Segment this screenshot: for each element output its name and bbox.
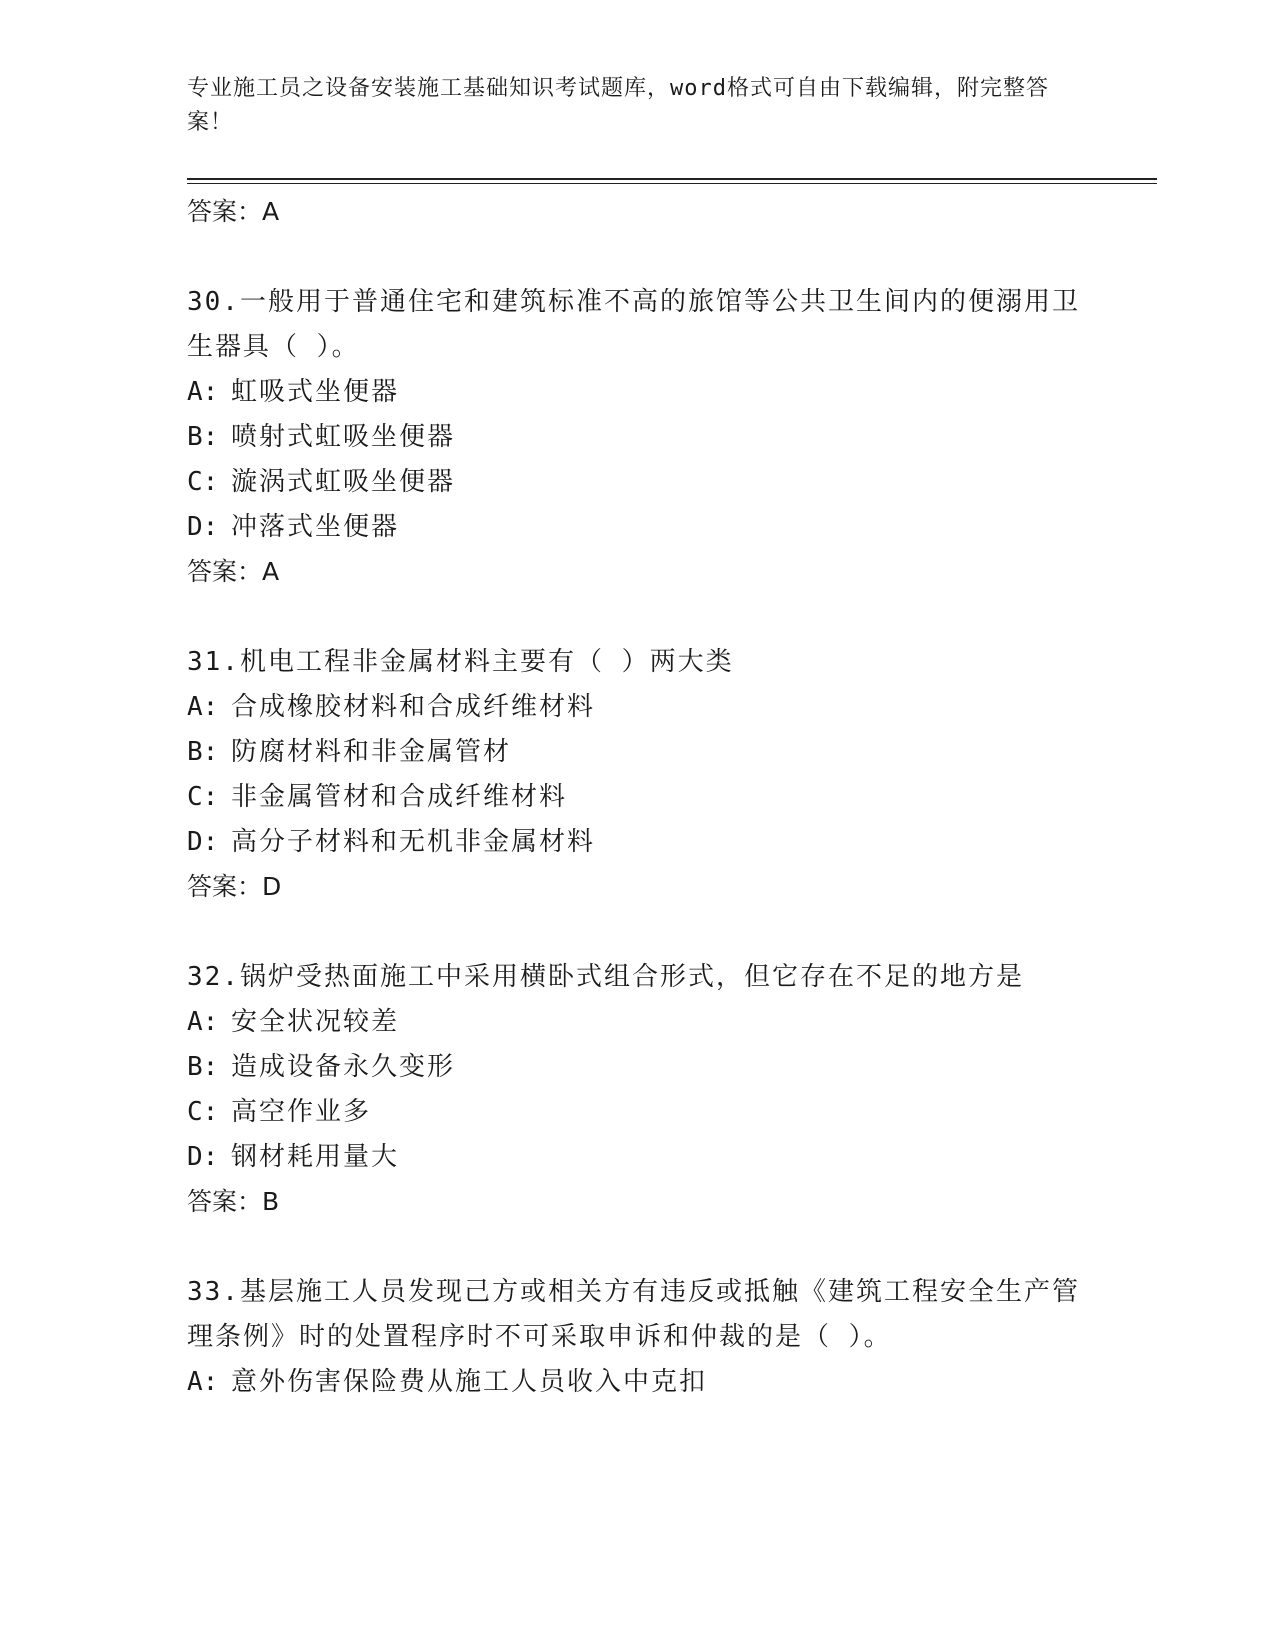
header-rule-thin: [187, 183, 1157, 184]
answer-label: 答案：: [187, 872, 263, 901]
document-header: 专业施工员之设备安装施工基础知识考试题库，word格式可自由下载编辑，附完整答案！: [187, 76, 1049, 135]
option-text: 喷射式虹吸坐便器: [231, 422, 456, 452]
option-a: [187, 370, 1087, 415]
option-letter: C:: [187, 782, 219, 812]
option-letter: B:: [187, 737, 219, 767]
option-letter: A:: [187, 692, 219, 722]
option-d: [187, 820, 1087, 865]
question-text: 30.一般用于普通住宅和建筑标准不高的旅馆等公共卫生间内的便溺用卫生器具（ ）。: [187, 287, 1080, 362]
option-a: [187, 685, 1087, 730]
option-c: [187, 775, 1087, 820]
option-text: 漩涡式虹吸坐便器: [231, 467, 456, 497]
option-b: [187, 730, 1087, 775]
option-text: 高空作业多: [231, 1097, 372, 1127]
option-text: 冲落式坐便器: [231, 512, 400, 542]
option-text: 安全状况较差: [231, 1007, 400, 1037]
answer-line: [187, 190, 1087, 234]
document-body: [187, 190, 1087, 1405]
option-text: 合成橡胶材料和合成纤维材料: [231, 692, 596, 722]
option-text: 钢材耗用量大: [231, 1142, 400, 1172]
option-letter: B:: [187, 1052, 219, 1082]
option-text: 非金属管材和合成纤维材料: [231, 782, 568, 812]
answer-value: D: [262, 872, 282, 901]
option-text: 意外伤害保险费从施工人员收入中克扣: [231, 1367, 708, 1397]
question-text: 33.基层施工人员发现己方或相关方有违反或抵触《建筑工程安全生产管理条例》时的处置程序时不可采取申诉和仲裁的是（ ）。: [187, 1277, 1080, 1352]
option-letter: D:: [187, 512, 219, 542]
answer-line: [187, 1180, 1087, 1224]
answer-value: B: [262, 1187, 280, 1216]
option-text: 造成设备永久变形: [231, 1052, 456, 1082]
answer-line: [187, 550, 1087, 594]
question-32: [187, 955, 1087, 1224]
answer-label: 答案：: [187, 557, 263, 586]
option-a: [187, 1360, 1087, 1405]
option-letter: A:: [187, 1007, 219, 1037]
answer-value: A: [262, 557, 280, 586]
option-letter: C:: [187, 1097, 219, 1127]
option-d: [187, 505, 1087, 550]
option-c: [187, 1090, 1087, 1135]
option-letter: B:: [187, 422, 219, 452]
answer-value: A: [262, 197, 280, 226]
option-letter: D:: [187, 827, 219, 857]
header-rule-thick: [187, 178, 1157, 180]
option-letter: A:: [187, 377, 219, 407]
option-a: [187, 1000, 1087, 1045]
answer-label: 答案：: [187, 197, 263, 226]
option-b: [187, 1045, 1087, 1090]
option-text: 防腐材料和非金属管材: [231, 737, 512, 767]
question-30: [187, 280, 1087, 594]
answer-label: 答案：: [187, 1187, 263, 1216]
option-letter: C:: [187, 467, 219, 497]
question-33: [187, 1270, 1087, 1405]
option-b: [187, 415, 1087, 460]
answer-line: [187, 865, 1087, 909]
option-text: 高分子材料和无机非金属材料: [231, 827, 596, 857]
option-c: [187, 460, 1087, 505]
question-text: 32.锅炉受热面施工中采用横卧式组合形式，但它存在不足的地方是: [187, 962, 1024, 992]
question-31: [187, 640, 1087, 909]
option-d: [187, 1135, 1087, 1180]
option-letter: D:: [187, 1142, 219, 1172]
question-text: 31.机电工程非金属材料主要有（ ）两大类: [187, 647, 734, 677]
option-text: 虹吸式坐便器: [231, 377, 400, 407]
option-letter: A:: [187, 1367, 219, 1397]
